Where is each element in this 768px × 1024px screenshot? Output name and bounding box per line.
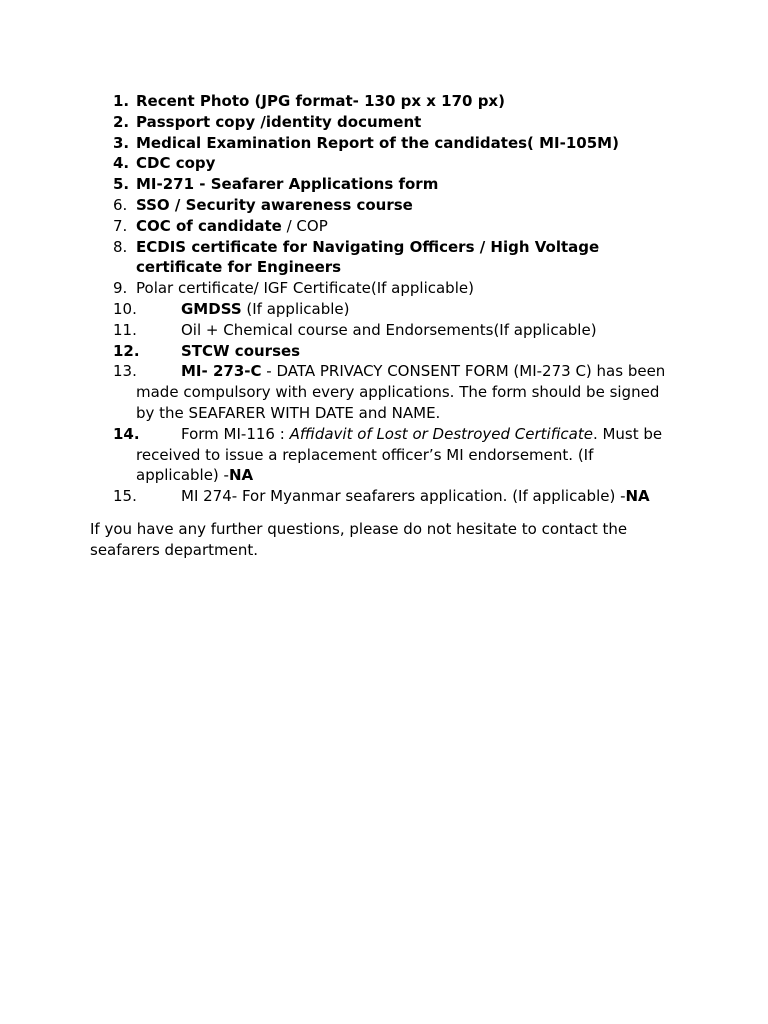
item-number: 4. bbox=[113, 154, 130, 173]
item-number: 2. bbox=[113, 112, 130, 131]
item-text: Polar certificate/ IGF Certificate(If applicable) bbox=[136, 279, 474, 298]
item-text: / COP bbox=[281, 216, 328, 235]
item-text: STCW courses bbox=[181, 341, 301, 360]
item-text: - DATA PRIVACY CONSENT FORM (MI-273 C) has been made compulsory with every applications. The form should be signed by the SEAFARER WITH DATE and NAME. bbox=[136, 362, 666, 422]
item-text-bold: ECDIS certificate for Navigating Officers / High Voltage certificate for Engineers bbox=[136, 237, 600, 277]
item-number: 9. bbox=[113, 279, 128, 298]
item-text: Passport copy /identity document bbox=[136, 112, 422, 131]
list-item bbox=[113, 341, 673, 362]
item-text: . Must be received to issue a replacement officer’s MI endorsement. (If applicable) - bbox=[136, 424, 663, 485]
list-item bbox=[113, 320, 673, 341]
list-item bbox=[113, 486, 673, 507]
na-label: NA bbox=[228, 466, 254, 485]
item-number: 11. bbox=[113, 320, 137, 339]
list-item bbox=[113, 133, 673, 154]
list-item bbox=[113, 424, 673, 486]
item-number: 8. bbox=[113, 237, 128, 256]
item-number: 15. bbox=[113, 487, 137, 506]
item-number: 13. bbox=[113, 362, 137, 381]
item-text-bold: SSO / Security awareness course bbox=[136, 195, 413, 214]
item-text: Form MI-116 : bbox=[181, 424, 290, 443]
item-number: 3. bbox=[113, 133, 130, 152]
list-item bbox=[113, 237, 673, 279]
item-text: (If applicable) bbox=[241, 299, 350, 318]
list-item bbox=[113, 195, 673, 216]
item-number: 7. bbox=[113, 216, 128, 235]
item-text: Medical Examination Report of the candidates( MI-105M) bbox=[136, 133, 619, 152]
item-text: CDC copy bbox=[136, 154, 216, 173]
item-number: 12. bbox=[113, 341, 140, 360]
item-text: Recent Photo (JPG format- 130 px x 170 px) bbox=[136, 92, 505, 110]
item-text-bold: GMDSS bbox=[181, 299, 242, 318]
list-item bbox=[113, 91, 673, 112]
item-number: 14. bbox=[113, 424, 140, 443]
item-number: 5. bbox=[113, 175, 130, 194]
requirements-list bbox=[113, 91, 673, 507]
list-item bbox=[113, 112, 673, 133]
item-text-bold: MI- 273-C bbox=[181, 362, 262, 381]
list-item bbox=[113, 153, 673, 174]
item-number: 6. bbox=[113, 195, 128, 214]
list-item bbox=[113, 174, 673, 195]
list-item bbox=[113, 278, 673, 299]
item-text: MI-271 - Seafarer Applications form bbox=[136, 175, 439, 194]
list-item bbox=[113, 299, 673, 320]
item-text: MI 274- For Myanmar seafarers application. (If applicable) - bbox=[181, 487, 626, 506]
list-item bbox=[113, 361, 673, 423]
list-item bbox=[113, 216, 673, 237]
item-text: Oil + Chemical course and Endorsements(If applicable) bbox=[181, 320, 597, 339]
item-text-bold: COC of candidate bbox=[136, 216, 282, 235]
item-number: 1. bbox=[113, 92, 130, 110]
item-text-italic: Affidavit of Lost or Destroyed Certificate bbox=[289, 424, 593, 443]
item-number: 10. bbox=[113, 299, 137, 318]
na-label: NA bbox=[625, 487, 650, 506]
closing-paragraph: If you have any further questions, please do not hesitate to contact the seafarers department. bbox=[90, 520, 628, 559]
